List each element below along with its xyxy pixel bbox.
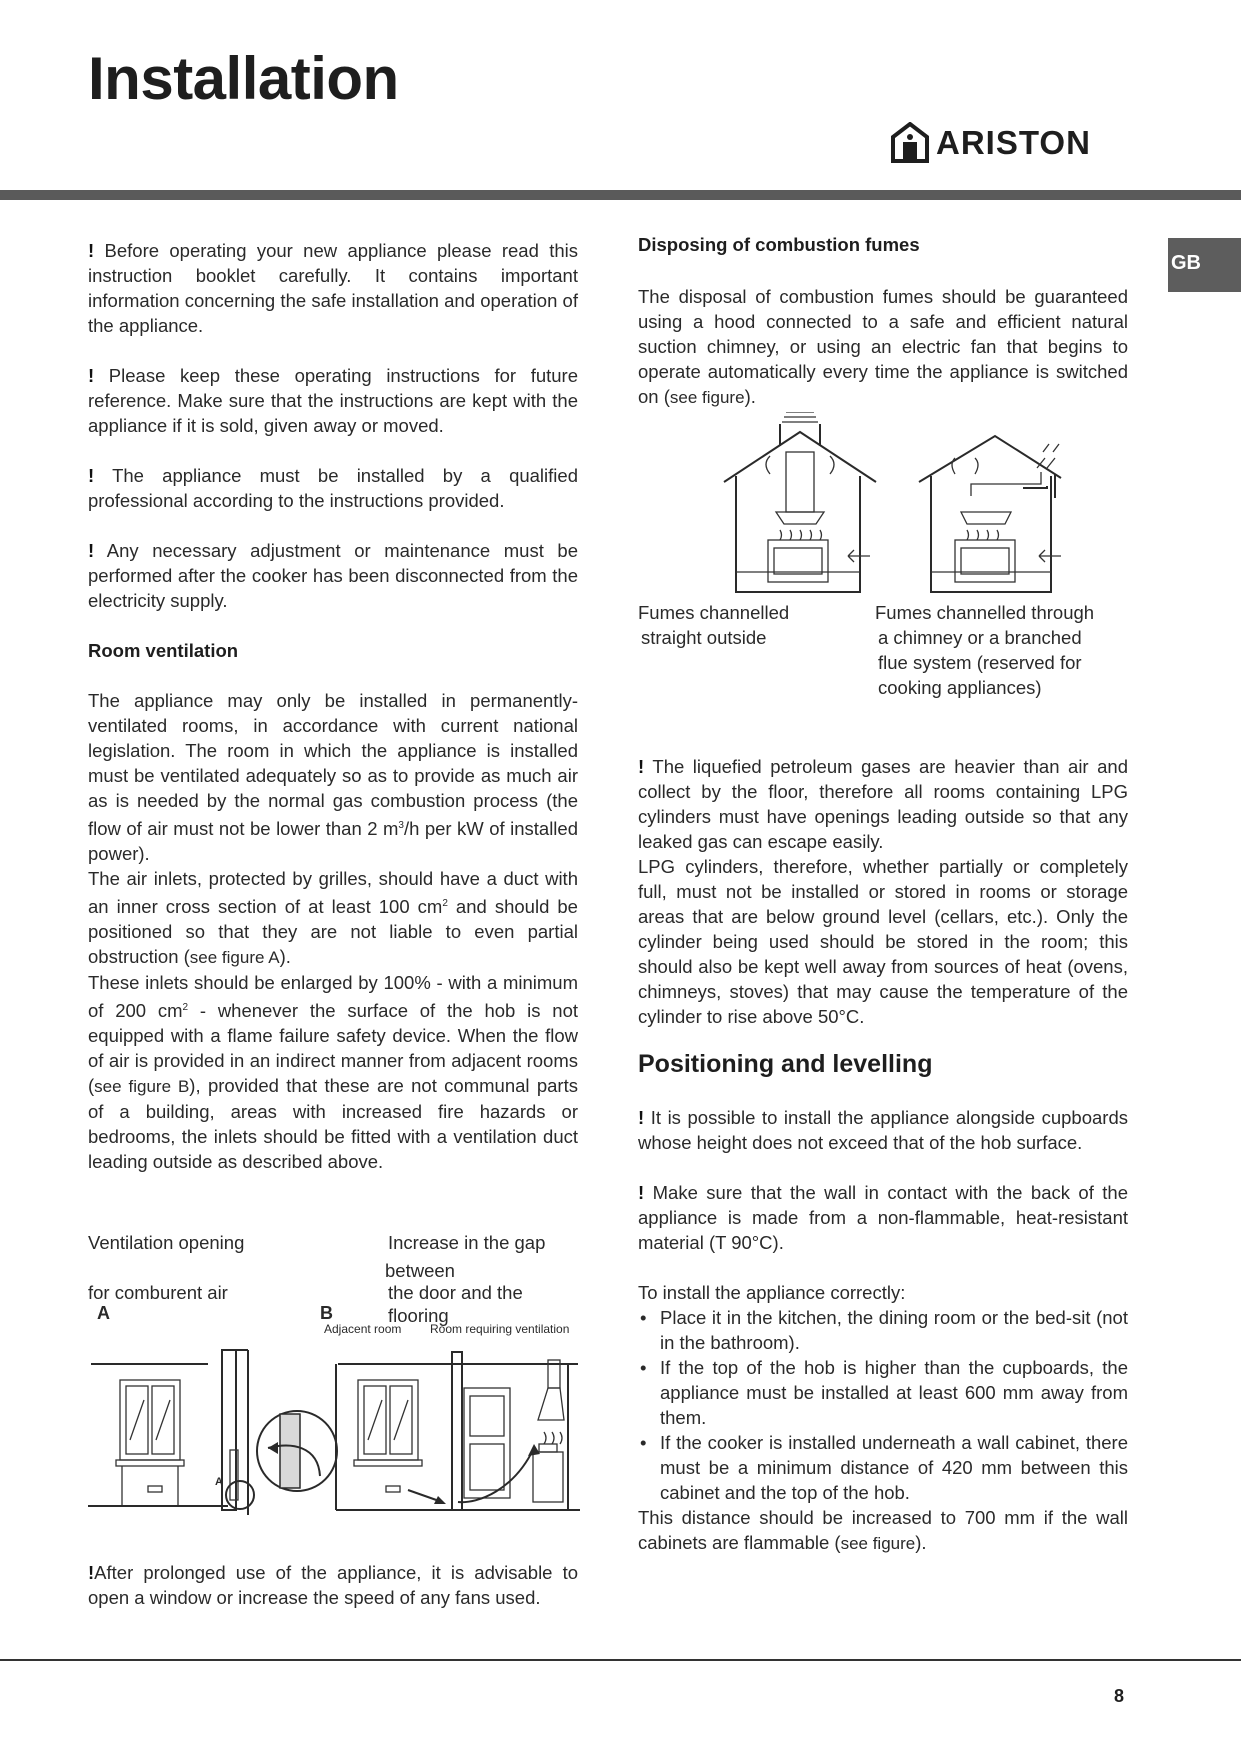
figure-b-room-label: Room requiring ventilation	[430, 1322, 570, 1336]
figure-b-caption-line2: between	[385, 1260, 455, 1281]
fumes-left-caption-line1: Fumes channelled	[638, 602, 790, 623]
positioning-section	[638, 1105, 1128, 1556]
figure-a-caption-line1: Ventilation opening	[88, 1232, 245, 1253]
lpg-paragraph-1: ! The liquefied petroleum gases are heavier than air and collect by the floor, therefore all rooms containing LPG cylinders must have openings leading outside so that any leaked gas can escape easily.	[638, 756, 1129, 852]
fumes-straight-outside-illustration	[720, 412, 880, 597]
room-ventilation-paragraph-2: The air inlets, protected by grilles, should have a duct with an inner cross section of at least 100 $cm^2$ and should be positioned so that they are not liable to even partial obstruction (see figure A).	[88, 868, 578, 968]
after-use-paragraph: !After prolonged use of the appliance, it is advisable to open a window or increase the speed of any fans used.	[88, 1562, 578, 1608]
language-tab: GB	[1168, 238, 1241, 292]
room-ventilation-heading: Room ventilation	[88, 640, 239, 661]
fumes-right-caption-line4: cooking appliances)	[878, 677, 1042, 698]
warning-paragraph-2: ! Please keep these operating instructions for future reference. Make sure that the instructions are kept with the appliance if it is sold, given away or moved.	[88, 365, 579, 436]
figure-b-adjacent-room-label: Adjacent room	[324, 1322, 402, 1336]
warning-paragraph-1: ! Before operating your new appliance please read this instruction booklet carefully. It contains important information concerning the safe installation and operation of the appliance.	[88, 240, 578, 336]
figure-a-caption-line2: for comburent air	[88, 1282, 228, 1303]
figure-a-inset-label: A	[215, 1476, 223, 1488]
warning-paragraph-4: ! Any necessary adjustment or maintenance must be performed after the cooker has been disconnected from the electricity supply.	[88, 540, 579, 611]
figure-b-caption-line1: Increase in the gap	[388, 1232, 546, 1253]
positioning-paragraph-2: ! Make sure that the wall in contact with the back of the appliance is made from a non-flammable, heat-resistant material (T 90°C).	[638, 1182, 1128, 1253]
disposing-fumes-paragraph: The disposal of combustion fumes should be guaranteed using a hood connected to a safe and efficient natural suction chimney, or using an electric fan that begins to operate automatically every time the appliance is switched on (see figure).	[638, 286, 1128, 407]
fumes-right-caption-line3: flue system (reserved for	[878, 652, 1082, 673]
lpg-section	[638, 754, 1128, 1029]
ariston-logo	[890, 118, 1130, 166]
fumes-left-caption-line2: straight outside	[641, 627, 767, 648]
positioning-bullet-3: • If the cooker is installed underneath a wall cabinet, there must be a minimum distance of 420 mm between this cabinet and the top of the hob.	[638, 1430, 1128, 1505]
warning-paragraph-3: ! The appliance must be installed by a qualified professional according to the instructions provided.	[88, 465, 578, 511]
positioning-bullet-1: • Place it in the kitchen, the dining room or the bed-sit (not in the bathroom).	[638, 1305, 1128, 1355]
positioning-intro: To install the appliance correctly:	[638, 1282, 906, 1303]
room-ventilation-paragraph-1: The appliance may only be installed in permanently-ventilated rooms, in accordance with current national legislation. The room in which the appliance is installed must be ventilated adequately so as to provide as much air as is needed by the normal gas combustion process (the flow of air must not be lower than 2 $m^3/h$ per kW of installed power).	[88, 690, 578, 865]
figure-a-label: A	[97, 1303, 110, 1323]
positioning-paragraph-1: ! It is possible to install the appliance alongside cupboards whose height does not exceed that of the hob surface.	[638, 1107, 1128, 1153]
room-ventilation-paragraph-3: These inlets should be enlarged by 100% - with a minimum of 200 $cm^2$ - whenever the surface of the hob is not equipped with a flame failure safety device. When the flow of air is provided in an indirect manner from adjacent rooms (see figure B), provided that these are not communal parts of a building, areas with increased fire hazards or bedrooms, the inlets should be fitted with a ventilation duct leading outside as described above.	[88, 972, 578, 1173]
figure-b-caption-line3: the door and the	[388, 1282, 523, 1303]
page-number: 8	[1114, 1686, 1125, 1706]
disposing-fumes-heading: Disposing of combustion fumes	[638, 234, 920, 255]
fumes-chimney-illustration	[915, 412, 1075, 597]
page-title: Installation	[88, 45, 399, 112]
footer-divider	[0, 1659, 1241, 1661]
positioning-bullet-2: • If the top of the hob is higher than the cupboards, the appliance must be installed at least 600 mm away from them.	[638, 1355, 1128, 1430]
header-divider	[0, 190, 1241, 200]
left-column	[88, 238, 578, 1174]
positioning-heading: Positioning and levelling	[638, 1050, 933, 1078]
figure-b-label: B	[320, 1303, 333, 1323]
brand-name: ARISTON	[936, 124, 1091, 161]
fumes-right-caption-line1: Fumes channelled through	[875, 602, 1095, 623]
lpg-paragraph-2: LPG cylinders, therefore, whether partially or completely full, must not be installed or stored in rooms or storage areas that are below ground level (cellars, etc.). Only the cylinder being used should be stored in the room; this should also be kept well away from sources of heat (ovens, chimneys, stoves) that may cause the temperature of the cylinder to rise above 50°C.	[638, 856, 1128, 1027]
figure-b-caption-line4: flooring	[388, 1305, 449, 1326]
fumes-right-caption-line2: a chimney or a branched	[878, 627, 1082, 648]
figure-b-ventilation-illustration	[328, 1340, 588, 1520]
positioning-tail: This distance should be increased to 700 mm if the wall cabinets are flammable (see figure).	[638, 1507, 1128, 1553]
house-logo-icon	[890, 122, 930, 164]
